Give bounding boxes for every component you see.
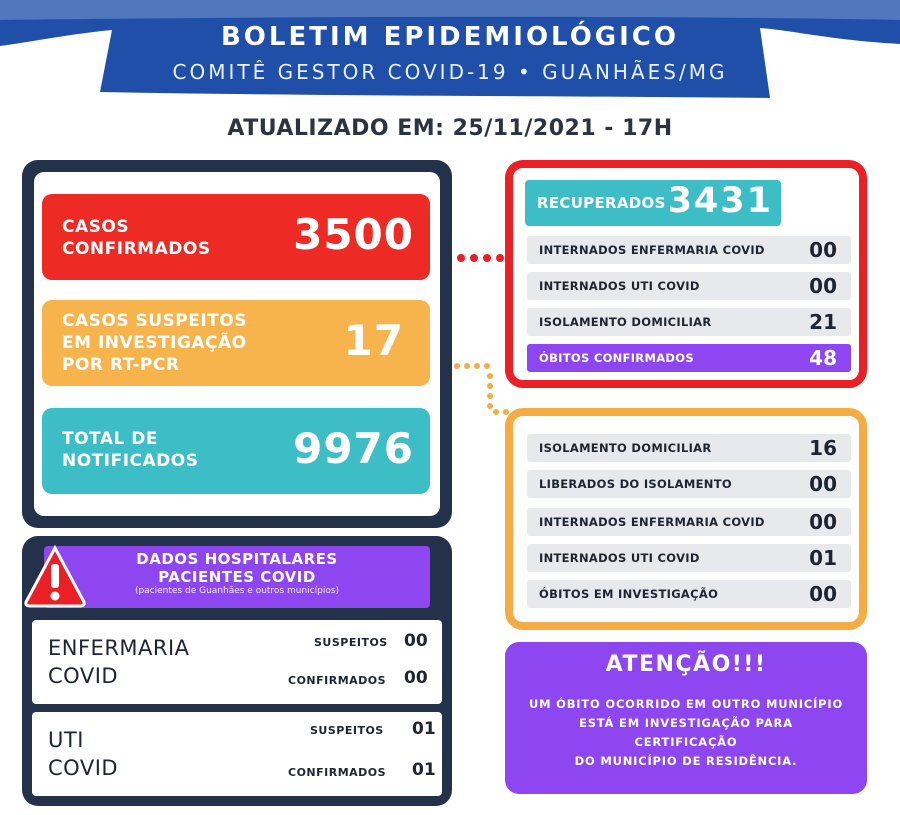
enfermaria-confirmed-label: CONFIRMADOS: [288, 674, 387, 687]
summary-panel-inner: [34, 172, 440, 516]
suspect-row-uti: [527, 544, 851, 572]
enfermaria-name-2: COVID: [48, 664, 119, 688]
row-label: INTERNADOS ENFERMARIA COVID: [539, 515, 765, 529]
suspect-label-1: CASOS SUSPEITOS: [62, 311, 247, 331]
attention-box: [505, 642, 867, 794]
notified-value: 9976: [293, 424, 414, 473]
row-label: ÓBITOS CONFIRMADOS: [539, 351, 694, 365]
attention-line-1: UM ÓBITO OCORRIDO EM OUTRO MUNICÍPIO: [528, 697, 844, 711]
row-label: LIBERADOS DO ISOLAMENTO: [539, 477, 732, 491]
recovered-box: [525, 180, 781, 226]
row-value: 16: [809, 436, 837, 460]
attention-line-3: DO MUNICÍPIO DE RESIDÊNCIA.: [574, 754, 798, 768]
row-label: INTERNADOS UTI COVID: [539, 551, 700, 565]
suspect-connector: [444, 363, 509, 415]
row-value: 48: [809, 346, 837, 370]
bulletin-title: BOLETIM EPIDEMIOLÓGICO: [220, 22, 679, 52]
suspect-details-panel: [505, 408, 867, 630]
row-label: INTERNADOS ENFERMARIA COVID: [539, 243, 765, 257]
confirmed-row-uti: [527, 272, 851, 300]
row-label: INTERNADOS UTI COVID: [539, 279, 700, 293]
notified-label-2: NOTIFICADOS: [62, 451, 199, 471]
row-value: 01: [809, 546, 837, 570]
row-value: 21: [809, 310, 837, 334]
suspect-value: 17: [343, 316, 404, 365]
enfermaria-confirmed-value: 00: [404, 668, 428, 688]
confirmed-label-2: CONFIRMADOS: [62, 239, 211, 259]
enfermaria-suspect-value: 00: [404, 631, 428, 651]
notified-card: [42, 408, 430, 494]
uti-name-1: UTI: [48, 728, 84, 752]
row-value: 00: [809, 238, 837, 262]
uti-confirmed-value: 01: [412, 760, 436, 780]
uti-confirmed-label: CONFIRMADOS: [288, 766, 387, 779]
uti-name-2: COVID: [48, 756, 119, 780]
confirmed-row-isolamento: [527, 308, 851, 336]
uti-row: [32, 712, 442, 796]
hospital-header: [44, 546, 430, 608]
hospital-title-2: PACIENTES COVID: [158, 568, 316, 586]
row-value: 00: [809, 582, 837, 606]
row-label: ISOLAMENTO DOMICILIAR: [539, 441, 712, 455]
confirmed-value: 3500: [293, 210, 414, 259]
bulletin-subtitle: COMITÊ GESTOR COVID-19 • GUANHÃES/MG: [172, 60, 728, 84]
suspect-row-obitos: [527, 580, 851, 608]
row-value: 00: [809, 510, 837, 534]
banner-shape: [0, 0, 900, 112]
recovered-value: 3431: [667, 181, 773, 221]
enfermaria-name-1: ENFERMARIA: [48, 636, 190, 660]
summary-panel: [22, 160, 452, 528]
uti-suspect-value: 01: [412, 719, 436, 739]
recovered-label: RECUPERADOS: [537, 194, 666, 212]
confirmed-cases-card: [42, 194, 430, 280]
suspect-cases-card: [42, 300, 430, 386]
hospital-note: (pacientes de Guanhães e outros municípios): [134, 586, 340, 596]
confirmed-row-enfermaria: [527, 236, 851, 264]
row-label: ISOLAMENTO DOMICILIAR: [539, 315, 712, 329]
suspect-row-isolamento: [527, 434, 851, 462]
confirmed-details-panel: [505, 160, 867, 388]
header-banner: [0, 0, 900, 112]
confirmed-row-obitos: [527, 344, 851, 372]
uti-suspect-label: SUSPEITOS: [310, 724, 384, 737]
suspect-label-2: EM INVESTIGAÇÃO: [62, 333, 247, 353]
suspect-label-3: POR RT-PCR: [62, 355, 180, 375]
notified-label-1: TOTAL DE: [62, 429, 158, 449]
row-label: ÓBITOS EM INVESTIGAÇÃO: [539, 587, 719, 601]
suspect-row-liberados: [527, 470, 851, 498]
row-value: 00: [809, 274, 837, 298]
confirmed-label-1: CASOS: [62, 217, 130, 237]
attention-title: ATENÇÃO!!!: [605, 652, 767, 677]
warning-triangle-icon: [22, 544, 88, 610]
updated-timestamp: ATUALIZADO EM: 25/11/2021 - 17H: [227, 116, 673, 141]
enfermaria-row: [32, 620, 442, 704]
suspect-row-enfermaria: [527, 508, 851, 536]
attention-text: [527, 695, 845, 771]
enfermaria-suspect-label: SUSPEITOS: [314, 636, 388, 649]
confirmed-connector: [444, 254, 504, 262]
hospital-panel: [22, 536, 452, 806]
row-value: 00: [809, 472, 837, 496]
hospital-title-1: DADOS HOSPITALARES: [136, 550, 338, 568]
attention-line-2: ESTÁ EM INVESTIGAÇÃO PARA CERTIFICAÇÃO: [579, 716, 793, 749]
